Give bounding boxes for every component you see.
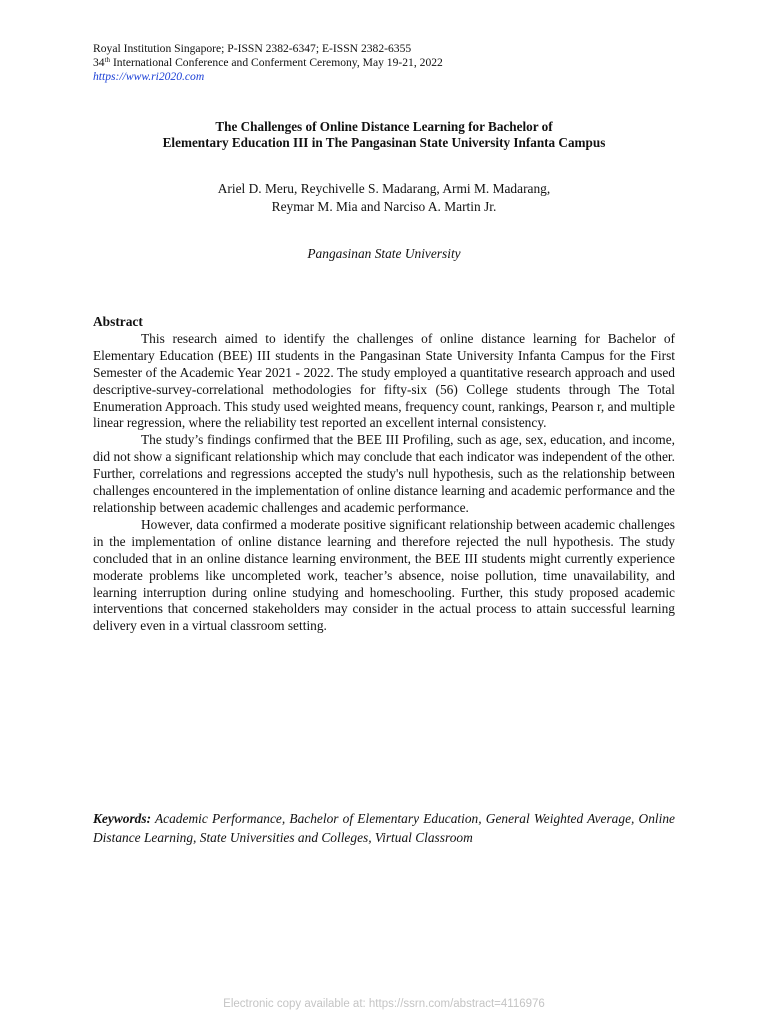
abstract-paragraph-1: This research aimed to identify the challenges of online distance learning for Bachelor of Elementary Education (BEE) III students in the Pangasinan State University Infanta Campus for the First Semester of the Academic Year 2021 - 2022. The study employed a quantitative research approach and used descriptive-survey-correlational methodologies for fifty-six (56) College students through The Total Enumeration Approach. This study used weighted means, frequency count, rankings, Pearson r, and multiple linear regression, where the reliability test reported an excellent internal consistency. xyxy=(93,330,675,431)
conference-line xyxy=(93,56,443,70)
conference-title: International Conference and Conferment Ceremony, May 19-21, 2022 xyxy=(110,56,443,69)
abstract-paragraph-2: The study’s findings confirmed that the BEE III Profiling, such as age, sex, education, and income, did not show a significant relationship which may conclude that each indicator was independent of the other. Further, correlations and regressions accepted the study's null hypothesis, such as the relationship between challenges encountered in the implementation of online distance learning and academic performance and the relationship between academic challenges and academic performance. xyxy=(93,432,675,515)
author-line-1: Ariel D. Meru, Reychivelle S. Madarang, Armi M. Madarang, xyxy=(217,181,551,196)
conference-number: 34 xyxy=(93,56,105,69)
abstract-heading: Abstract xyxy=(93,314,143,329)
keywords-list: Academic Performance, Bachelor of Elementary Education, General Weighted Average, Online Distance Learning, State Universities and Colleges, Virtual Classroom xyxy=(93,811,675,845)
journal-issn-line: Royal Institution Singapore; P-ISSN 2382-6347; E-ISSN 2382-6355 xyxy=(93,42,412,55)
author-list xyxy=(90,180,678,216)
author-line-2: Reymar M. Mia and Narciso A. Martin Jr. xyxy=(271,199,497,214)
journal-header xyxy=(93,42,443,84)
journal-url-link[interactable]: https://www.ri2020.com xyxy=(93,70,205,83)
author-affiliation: Pangasinan State University xyxy=(307,246,461,261)
paper-title-line-1: The Challenges of Online Distance Learning for Bachelor of xyxy=(215,119,553,134)
abstract-section xyxy=(93,314,675,635)
abstract-paragraph-3: However, data confirmed a moderate positive significant relationship between academic challenges in the implementation of online distance learning and therefore rejected the null hypothesis. The study concluded that in an online distance learning environment, the BEE III students might currently experience moderate problems like uncompleted work, teacher’s absence, noise pollution, time unavailability, and learning interruption during online studying and homeschooling. Further, this study proposed academic interventions that concerned stakeholders may consider in the actual process to attain successful learning delivery even in a virtual classroom setting. xyxy=(93,516,675,634)
paper-title xyxy=(90,119,678,151)
conference-ordinal: th xyxy=(104,56,111,64)
paper-title-line-2: Elementary Education III in The Pangasinan State University Infanta Campus xyxy=(162,135,606,150)
keywords-section xyxy=(93,809,675,847)
keywords-label: Keywords: xyxy=(93,811,152,826)
ssrn-footer-watermark: Electronic copy available at: https://ssrn.com/abstract=4116976 xyxy=(223,998,545,1010)
